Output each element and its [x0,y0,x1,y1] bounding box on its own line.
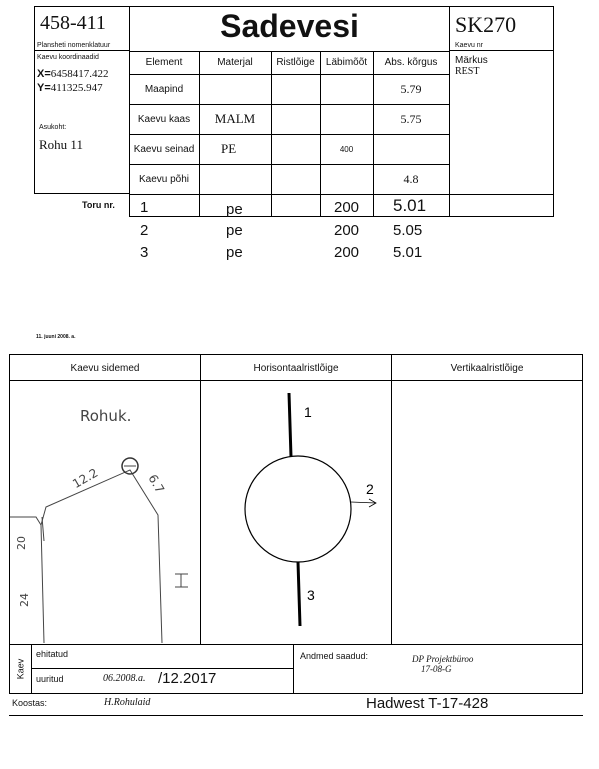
notes-caption: Märkus [455,55,488,66]
author-value: H.Rohulaid [104,697,151,708]
pipe-number: 2 [140,222,149,239]
col-header-diameter: Läbimõõt [325,57,368,68]
coord-x: X=6458417.422 [37,68,109,80]
pipe-diameter: 200 [334,199,360,216]
pipe-label: 1 [304,404,312,420]
table-cell: 4.8 [403,171,419,186]
pipe-label: 3 [307,587,315,603]
pipe-number: 1 [140,199,149,216]
surveyed-value: 06.2008.a. [103,673,146,684]
row-label: Maapind [144,83,184,95]
coord-y: Y=411325.947 [37,82,103,94]
col-header-material: Materjal [217,57,253,68]
table-cell: PE [221,141,237,156]
table-cell: 5.75 [400,111,422,126]
sheet-caption: Plansheti nomenklatuur [37,42,111,49]
table-cell: 400 [339,144,354,154]
table-cell: 5.79 [400,81,422,96]
received-label: Andmed saadud: [300,651,369,661]
location-caption: Asukoht: [39,124,67,131]
col-header-section: Ristlõige [276,57,315,68]
surveyed-label: uuritud [36,674,64,684]
location-value: Rohu 11 [39,137,83,152]
well-number: SK270 [455,12,517,37]
horizontal-section-drawing [201,381,391,644]
notes-value: REST [455,66,480,77]
pipe-material: pe [226,244,243,261]
received-code: 17-08-G [421,664,452,674]
author-label: Koostas: [12,698,48,708]
pipe-elevation: 5.01 [393,196,427,215]
pipe-elevation: 5.05 [393,222,423,239]
well-circle [245,456,351,562]
sketch-distance: 6.7 [145,472,168,496]
sketch-distance: 12.2 [70,465,101,492]
pipes-label: Toru nr. [82,200,115,210]
coords-caption: Kaevu koordinaadid [37,54,99,61]
pipe-diameter: 200 [334,222,360,239]
sketch-distance: 24 [18,593,31,607]
col-title-horizontal: Horisontaalristlõige [253,363,339,374]
pipe-number: 3 [140,244,149,261]
row-label: Kaevu kaas [137,113,191,125]
side-label: Kaev [15,658,26,680]
pipe-diameter: 200 [334,244,360,261]
sheet-number: 458-411 [40,12,106,34]
pipe-2-line [351,502,376,503]
sketch-street-label: Rohuk. [80,407,132,425]
pipe-material: pe [226,222,243,239]
location-sketch [10,381,200,644]
row-label: Kaevu põhi [138,173,190,185]
pipe-label: 2 [366,481,374,497]
pipe-material: pe [226,201,243,218]
col-title-connections: Kaevu sidemed [70,363,140,374]
built-label: ehitatud [36,649,69,659]
pipe-3-line [298,562,300,626]
col-title-vertical: Vertikaalristlõige [450,363,524,374]
col-header-elevation: Abs. kõrgus [384,57,438,68]
sketch-distance: 20 [15,536,28,550]
project-reference: Hadwest T-17-428 [366,695,489,712]
pipe-1-line [289,393,291,457]
surveyed-extra: /12.2017 [158,670,217,687]
table-cell: MALM [214,111,256,126]
received-value: DP Projektbüroo [412,654,474,664]
pipe-elevation: 5.01 [393,244,423,261]
date-note: 11. juuni 2008. a. [36,334,76,340]
col-header-element: Element [145,57,183,68]
well-caption: Kaevu nr [455,42,484,49]
side-label-box [10,645,31,693]
row-label: Kaevu seinad [133,143,195,155]
page-title: Sadevesi [220,8,359,44]
